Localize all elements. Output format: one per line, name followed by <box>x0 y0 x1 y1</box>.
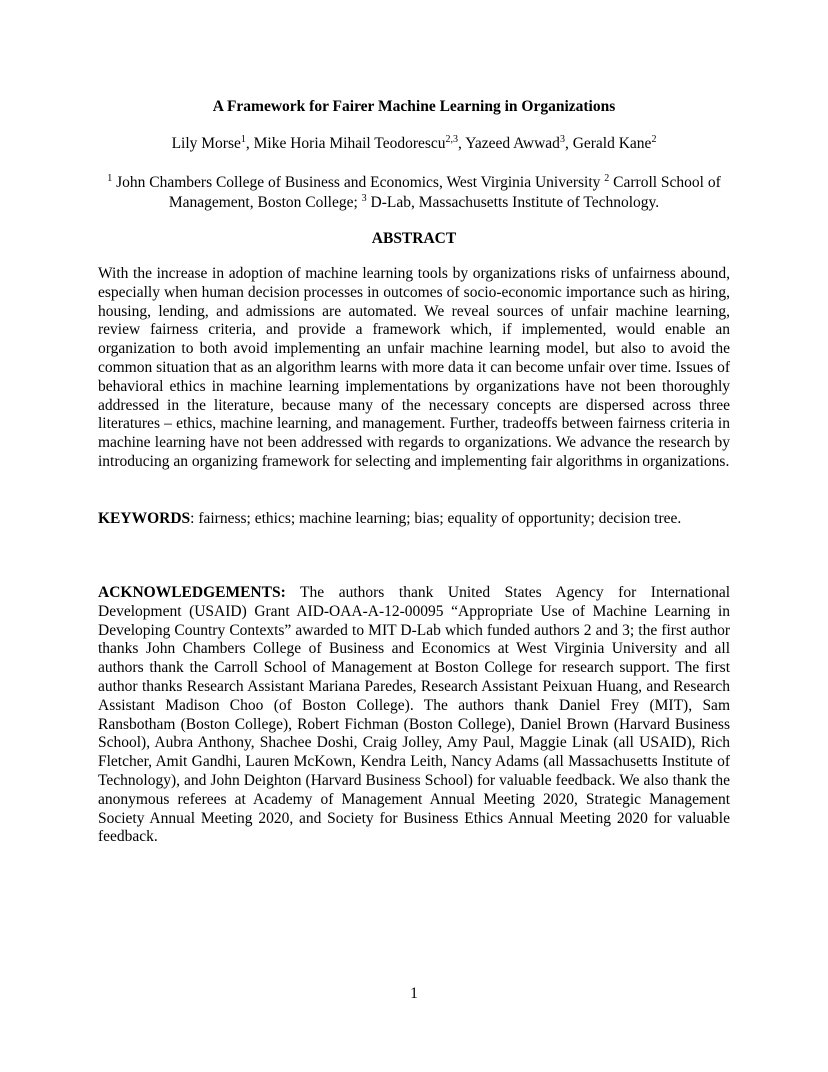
affiliation-text: D-Lab, Massachusetts Institute of Technology. <box>366 193 660 211</box>
author-name: Yazeed Awwad <box>465 135 560 152</box>
author-separator: , <box>564 135 573 152</box>
abstract-body: With the increase in adoption of machine learning tools by organizations risks of unfairness abound, especially when human decision processes in outcomes of socio-economic importance such as hiring, housing, lending, and admissions are automated. We reveal sources of unfair machine learning, review fairness criteria, and provide a framework which, if implemented, would enable an organization to both avoid implementing an unfair machine learning model, but also to avoid the common situation that as an algorithm learns with more data it can become unfair over time. Issues of behavioral ethics in machine learning implementations by organizations have not been thoroughly addressed in the literature, because many of the necessary concepts are dispersed across three literatures – ethics, machine learning, and management. Further, tradeoffs between fairness criteria in machine learning have not been addressed with regards to organizations. We advance the research by introducing an organizing framework for selecting and implementing fair algorithms in organizations. <box>98 265 730 470</box>
author-name: Lily Morse <box>171 135 241 152</box>
author-affiliation-marker: 3 <box>559 133 565 145</box>
keywords <box>98 510 730 528</box>
author-affiliation-marker: 2,3 <box>445 133 459 145</box>
affiliations <box>98 173 730 212</box>
acknowledgements-label: ACKNOWLEDGEMENTS: <box>98 584 286 601</box>
author-name: Gerald Kane <box>572 135 652 152</box>
affiliation-marker: 1 <box>107 172 113 184</box>
author-affiliation-marker: 1 <box>240 133 246 145</box>
acknowledgements <box>98 584 730 847</box>
keywords-text: : fairness; ethics; machine learning; bias; equality of opportunity; decision tree. <box>190 510 682 527</box>
keywords-label: KEYWORDS <box>98 510 191 527</box>
author-list <box>0 135 828 153</box>
author-separator: , <box>245 135 254 152</box>
paper-title: A Framework for Fairer Machine Learning in Organizations <box>212 98 616 115</box>
author-separator: , <box>458 135 466 152</box>
acknowledgements-text: The authors thank United States Agency for International Development (USAID) Grant AID-OAA-A-12-00095 “Appropriate Use of Machine Learning in Developing Country Contexts” awarded to MIT D-Lab which funded authors 2 and 3; the first author thanks John Chambers College of Business and Economics at West Virginia University and all authors thank the Carroll School of Management at Boston College for research support. The first author thanks Research Assistant Mariana Paredes, Research Assistant Peixuan Huang, and Research Assistant Madison Choo (of Boston College). The authors thank Daniel Frey (MIT), Sam Ransbotham (Boston College), Robert Fichman (Boston College), Daniel Brown (Harvard Business School), Aubra Anthony, Shachee Doshi, Craig Jolley, Amy Paul, Maggie Linak (all USAID), Rich Fletcher, Amit Gandhi, Lauren McKown, Kendra Leith, Nancy Adams (all Massachusetts Institute of Technology), and John Deighton (Harvard Business School) for valuable feedback. We also thank the anonymous referees at Academy of Management Annual Meeting 2020, Strategic Management Society Annual Meeting 2020, and Society for Business Ethics Annual Meeting 2020 for valuable feedback. <box>98 584 730 846</box>
page-number: 1 <box>410 985 418 1002</box>
abstract-heading: ABSTRACT <box>371 230 457 247</box>
affiliation-marker: 2 <box>604 172 610 184</box>
author-affiliation-marker: 2 <box>651 133 657 145</box>
affiliation-text: Carroll School of Management, Boston College; <box>168 174 721 211</box>
author-name: Mike Horia Mihail Teodorescu <box>253 135 446 152</box>
affiliation-marker: 3 <box>361 192 367 204</box>
affiliation-text: John Chambers College of Business and Economics, West Virginia University <box>112 174 605 191</box>
